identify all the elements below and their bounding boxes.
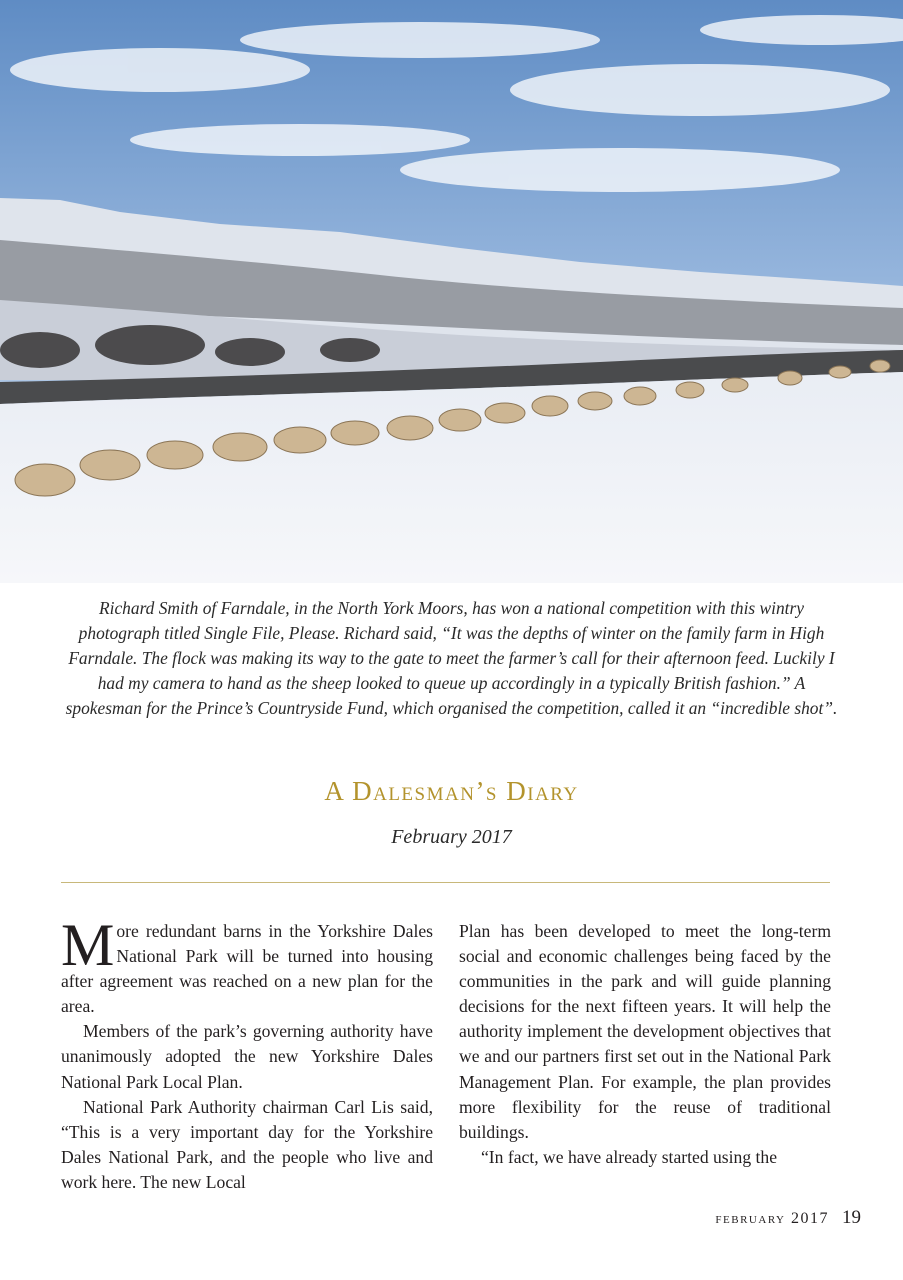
article-paragraph-1 bbox=[61, 912, 433, 1019]
photo-caption: Richard Smith of Farndale, in the North York Moors, has won a national competition with this wintry photograph titled Single File, Please. Richard said, “It was the depths of winter on the family farm in High Farndale. The flock was making its way to the gate to meet the farmer’s call for their afternoon feed. Luckily I had my camera to hand as the sheep looked to queue up accordingly in a typically British fashion.” A spokesman for the Prince’s Countryside Fund, which organised the competition, called it an “incredible shot”. bbox=[65, 598, 838, 718]
folio-month: february 2017 bbox=[715, 1210, 829, 1227]
article-date: February 2017 bbox=[391, 826, 512, 848]
article-column-right bbox=[459, 919, 831, 1170]
article-paragraph-3-continued: Plan has been developed to meet the long-term social and economic challenges being faced by the communities in the park and will guide planning decisions for the next fifteen years. It will help the authority implement the development objectives that we and our partners first set out in the National Park Management Plan. For example, the plan provides more flexibility for the reuse of traditional buildings. bbox=[459, 921, 831, 1142]
sheep-photo bbox=[0, 0, 903, 583]
page-number: 19 bbox=[842, 1207, 861, 1228]
article-paragraph-2: Members of the park’s governing authority have unanimously adopted the new Yorkshire Dales National Park Local Plan. bbox=[61, 1021, 433, 1092]
article-paragraph-3: National Park Authority chairman Carl Lis said, “This is a very important day for the Yorkshire Dales National Park, and the people who live and work here. The new Local bbox=[61, 1096, 433, 1192]
article-paragraph-4: “In fact, we have already started using the bbox=[481, 1146, 778, 1167]
heading-divider bbox=[61, 882, 830, 883]
drop-cap: M bbox=[61, 912, 115, 978]
article-column-left bbox=[61, 912, 433, 1195]
paragraph-1-text: ore redundant barns in the Yorkshire Dales National Park will be turned into housing after agreement was reached on a new plan for the area. bbox=[61, 921, 433, 1017]
article-heading: A Dalesman’s Diary bbox=[324, 776, 579, 806]
